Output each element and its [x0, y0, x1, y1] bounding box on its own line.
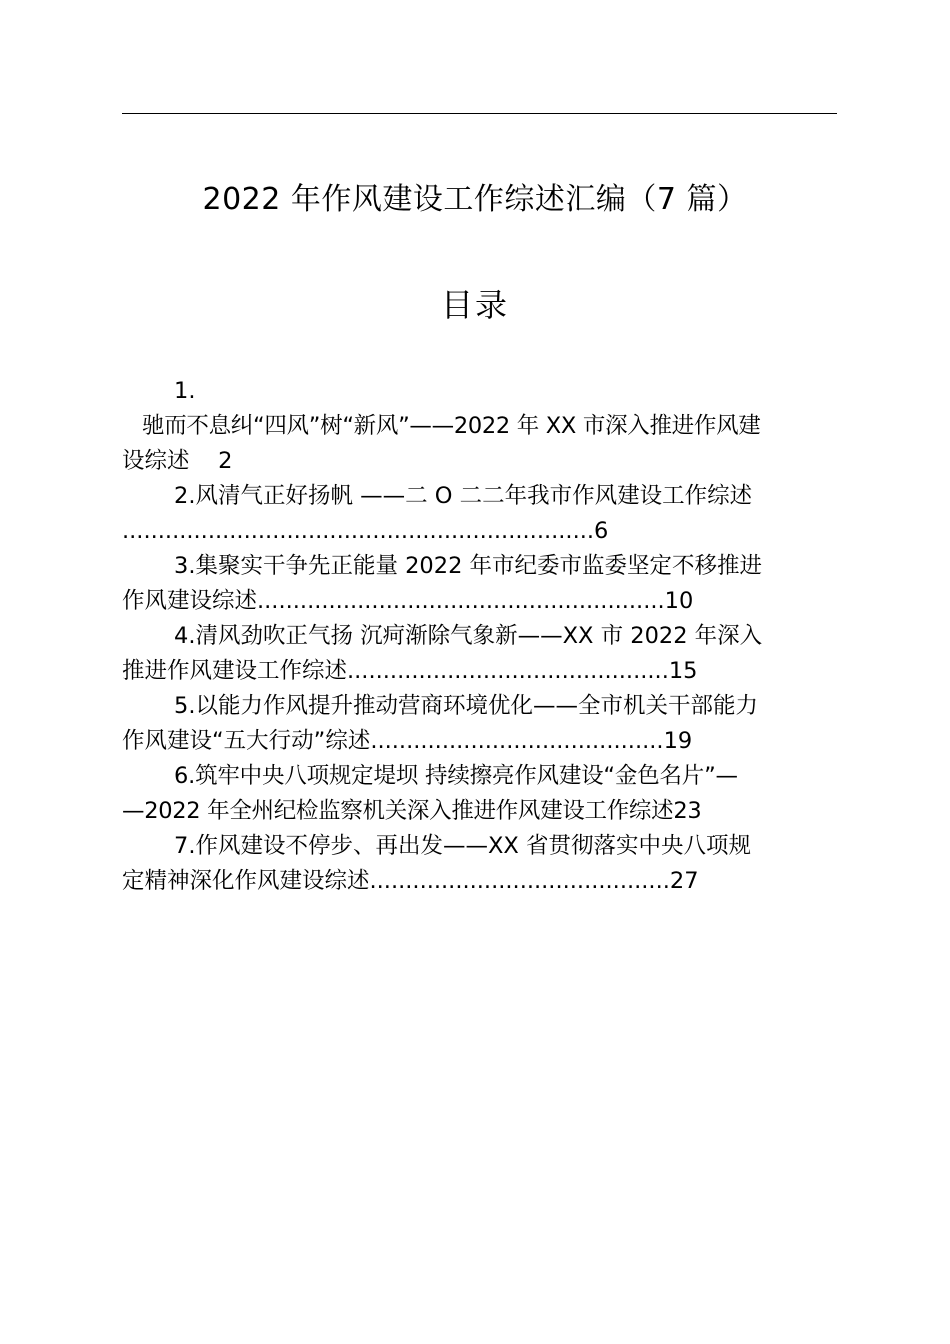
- toc-entry-7-page: 27: [669, 868, 699, 894]
- toc-heading: 目录: [440, 286, 509, 324]
- toc-entry-2-leader[interactable]: [122, 514, 608, 548]
- toc-entry-2-title[interactable]: 2.风清气正好扬帆 ——二 O 二二年我市作风建设工作综述: [174, 483, 753, 509]
- toc-entry-7-line2: 定精神深化作风建设综述..........................................: [122, 868, 670, 894]
- toc-entry-2-dots: ..................................................................: [122, 518, 595, 544]
- toc-entry-6-title-cont[interactable]: [122, 794, 701, 828]
- toc-entry-4-page: 15: [668, 658, 698, 684]
- toc-entry-7-title[interactable]: 7.作风建设不停步、再出发——XX 省贯彻落实中央八项规: [174, 833, 751, 859]
- toc-entry-6-title[interactable]: 6.筑牢中央八项规定堤坝 持续擦亮作风建设“金色名片”—: [174, 763, 738, 789]
- toc-entry-3-title-cont[interactable]: [122, 584, 693, 618]
- toc-entry-6-line2: —2022 年全州纪检监察机关深入推进作风建设工作综述: [122, 798, 674, 824]
- toc-entry-3-page: 10: [664, 588, 694, 614]
- toc-entry-1-page: 2: [218, 448, 233, 474]
- toc-entry-5-line2: 作风建设“五大行动”综述.........................................: [122, 728, 664, 754]
- toc-entry-1-title-cont[interactable]: [122, 444, 232, 478]
- document-title: 2022 年作风建设工作综述汇编（7 篇）: [202, 182, 748, 217]
- toc-entry-3-line2: 作风建设综述.........................................................: [122, 588, 665, 614]
- toc-entry-5-page: 19: [663, 728, 693, 754]
- toc-entry-5-title[interactable]: 5.以能力作风提升推动营商环境优化——全市机关干部能力: [174, 693, 758, 719]
- toc-entry-4-title[interactable]: 4.清风劲吹正气扬 沉疴渐除气象新——XX 市 2022 年深入: [174, 623, 763, 649]
- toc-entry-4-line2: 推进作风建设工作综述.............................................: [122, 658, 669, 684]
- toc-entry-6-page: 23: [673, 798, 702, 824]
- toc-entry-2-page: 6: [594, 518, 609, 544]
- toc-entry-4-title-cont[interactable]: [122, 654, 698, 688]
- toc-entry-3-title[interactable]: 3.集聚实干争先正能量 2022 年市纪委市监委坚定不移推进: [174, 553, 763, 579]
- toc-entry-1-line2: 设综述: [122, 448, 190, 474]
- toc-entry-1-number[interactable]: 1.: [174, 378, 196, 404]
- toc-entry-7-title-cont[interactable]: [122, 864, 699, 898]
- header-rule: [122, 113, 837, 114]
- toc-entry-5-title-cont[interactable]: [122, 724, 692, 758]
- toc-entry-1-title[interactable]: 驰而不息纠“四风”树“新风”——2022 年 XX 市深入推进作风建: [142, 413, 761, 439]
